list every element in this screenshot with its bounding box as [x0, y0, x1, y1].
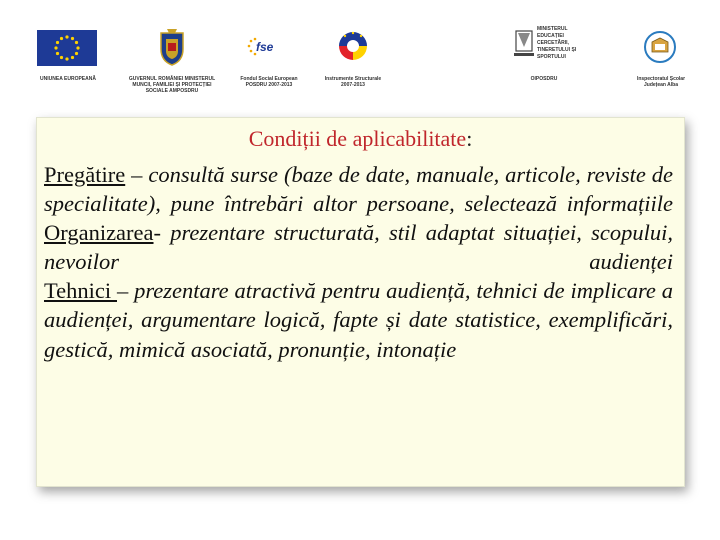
eu-flag-logo: [37, 30, 97, 66]
term-pregatire: Pregătire: [44, 162, 126, 187]
title-text: Condiții de aplicabilitate: [248, 126, 467, 151]
eu-caption: UNIUNEA EUROPEANĂ: [40, 76, 96, 82]
coat-of-arms-logo: [157, 27, 187, 67]
ministry-education-logo: [512, 25, 536, 61]
content-panel: [36, 117, 685, 487]
text-organizarea: - prezentare structurată, stil adaptat situației, scopului, nevoilor audienței: [44, 220, 673, 275]
fse-mark: fse: [256, 40, 274, 54]
isj-alba-logo: [643, 30, 677, 64]
structural-instruments-caption: Instrumente Structurale 2007-2013: [324, 76, 382, 88]
logo-header: [0, 0, 720, 118]
text-tehnici: – prezentare atractivă pentru audiență, tehnici de implicare a audienței, argumentare logică, fapte și date statistice, exemplificări, gestică, mimică asociată, pronunție, intonație: [44, 278, 673, 362]
ministry-text: MINISTERUL EDUCAȚIEI CERCETĂRII, TINERETULUI ȘI SPORTULUI: [537, 26, 577, 60]
fse-logo: [245, 35, 281, 59]
fse-caption: Fondul Social European POSDRU 2007-2013: [240, 76, 298, 88]
text-pregatire: – consultă surse (baze de date, manuale, articole, reviste de specialitate), pune întrebări altor persoane, selectează informațiile: [44, 162, 673, 217]
term-organizarea: Organizarea: [44, 220, 154, 246]
structural-instruments-logo: [335, 28, 371, 66]
paragraph-tehnici: [44, 276, 673, 363]
term-tehnici: Tehnici: [44, 278, 117, 304]
oiposdru-caption: OIPOSDRU: [530, 76, 558, 82]
paragraph-pregatire: [44, 160, 673, 218]
slide-title: [37, 126, 684, 152]
paragraph-organizarea: [44, 218, 673, 276]
slide-body: [44, 160, 673, 364]
isj-alba-caption: Inspectoratul Școlar Județean Alba: [636, 76, 686, 88]
title-colon: :: [466, 126, 473, 151]
government-caption: GUVERNUL ROMÂNIEI MINISTERUL MUNCII, FAMILIEI ȘI PROTECȚIEI SOCIALE AMPOSDRU: [128, 76, 216, 94]
